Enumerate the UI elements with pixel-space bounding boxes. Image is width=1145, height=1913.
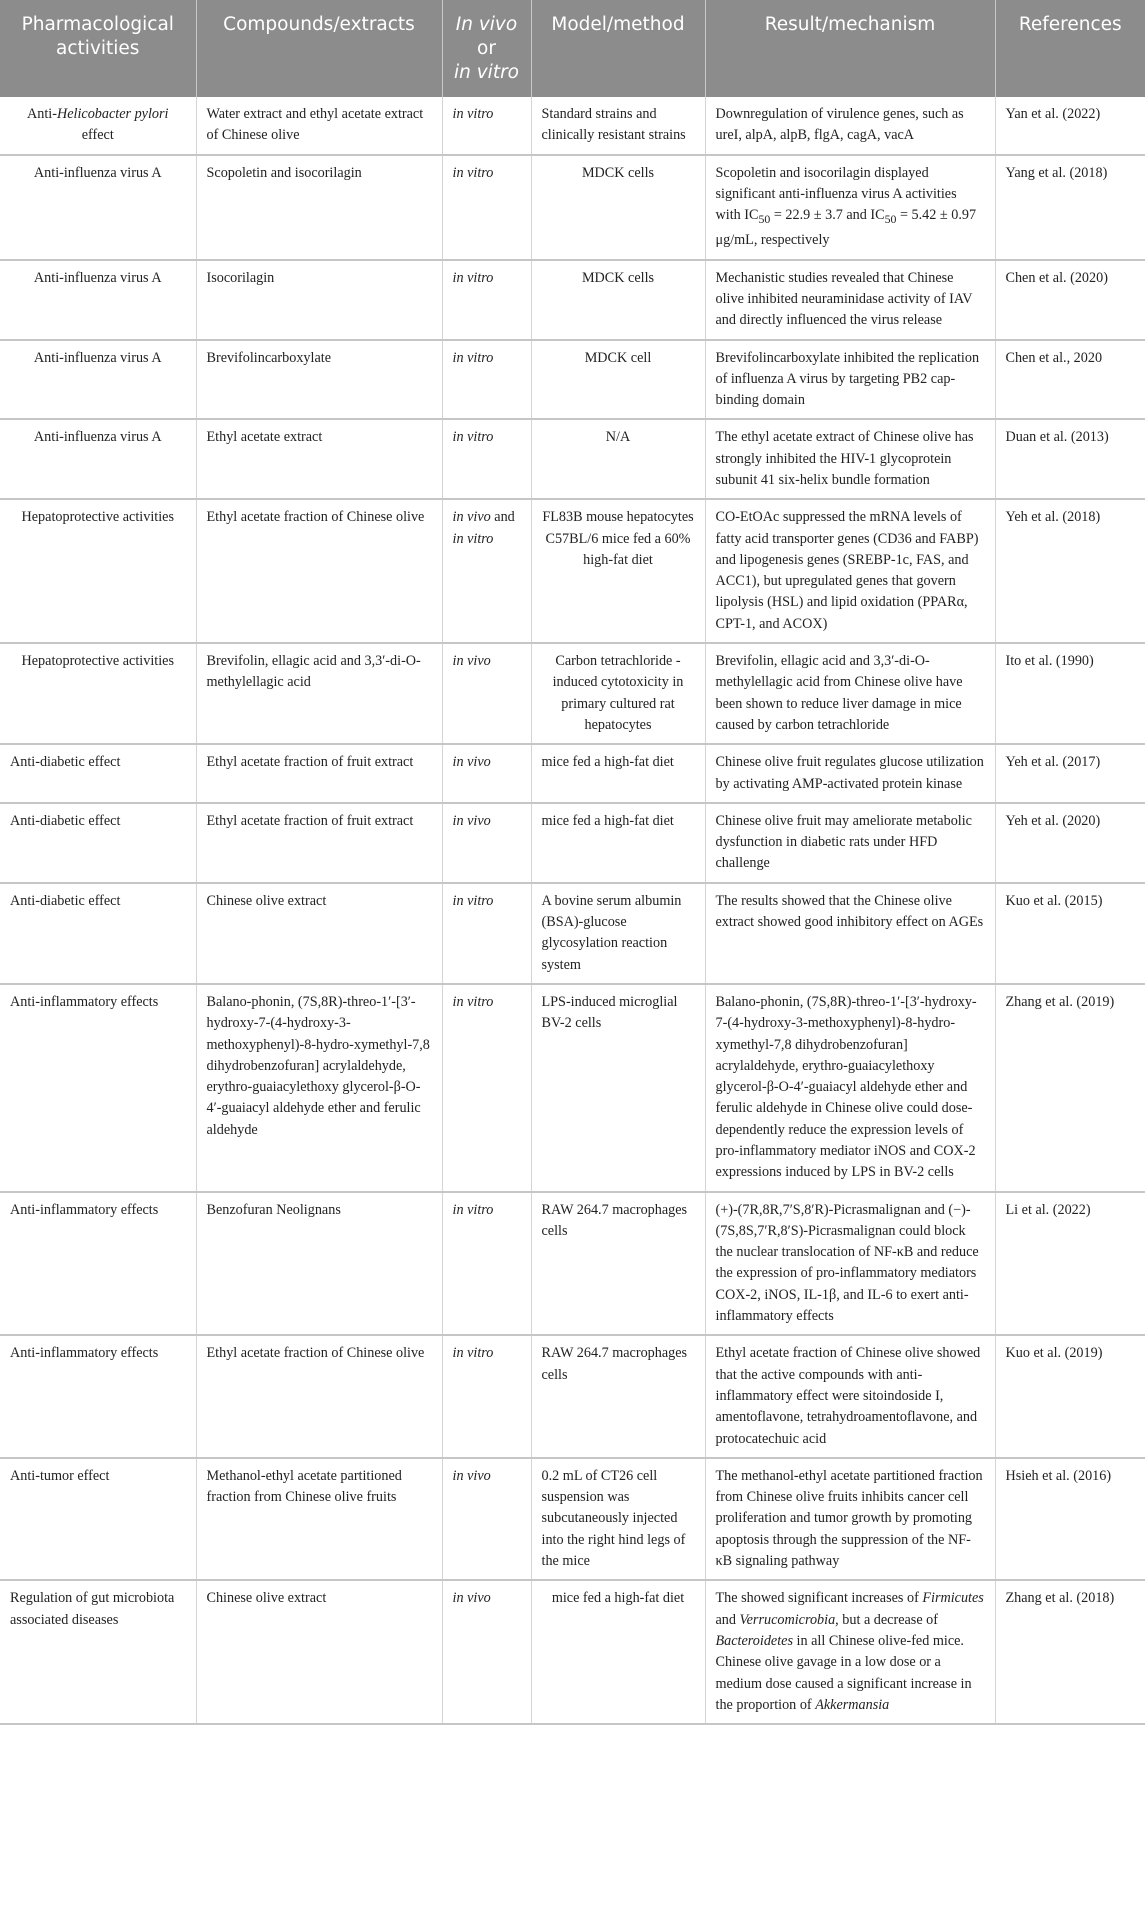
header-vivo-line1: In vivo [455,14,518,35]
table-row [0,643,1145,744]
activity-cell: Anti-inflammatory effects [0,1335,196,1457]
vivo-cell: in vitro [442,260,531,340]
model-cell: RAW 264.7 macrophages cells [531,1192,705,1336]
activity-cell: Anti-influenza virus A [0,419,196,499]
reference-cell: Yeh et al. (2018) [995,499,1145,643]
model-cell: mice fed a high-fat diet [531,1580,705,1724]
result-cell: Chinese olive fruit may ameliorate metabolic dysfunction in diabetic rats under HFD challenge [705,803,995,883]
result-cell: Downregulation of virulence genes, such as ureI, alpA, alpB, flgA, cagA, vacA [705,97,995,155]
vivo-cell: in vivo [442,803,531,883]
vivo-cell: in vitro [442,155,531,260]
activity-cell: Anti-diabetic effect [0,883,196,984]
table-row [0,984,1145,1192]
activity-cell: Anti-Helicobacter pylori effect [0,97,196,155]
model-cell: Standard strains and clinically resistant strains [531,97,705,155]
result-cell: Brevifolin, ellagic acid and 3,3′-di-O-methylellagic acid from Chinese olive have been shown to reduce liver damage in mice caused by carbon tetrachloride [705,643,995,744]
model-cell: N/A [531,419,705,499]
header-vivo-line2: or [477,38,496,59]
table-row [0,155,1145,260]
compound-cell: Brevifolincarboxylate [196,340,442,420]
table-row [0,419,1145,499]
reference-cell: Duan et al. (2013) [995,419,1145,499]
compound-cell: Chinese olive extract [196,883,442,984]
model-cell: mice fed a high-fat diet [531,803,705,883]
reference-cell: Yan et al. (2022) [995,97,1145,155]
model-cell: 0.2 mL of CT26 cell suspension was subcutaneously injected into the right hind legs of the mice [531,1458,705,1580]
model-cell: LPS-induced microglial BV-2 cells [531,984,705,1192]
reference-cell: Zhang et al. (2019) [995,984,1145,1192]
result-cell: CO-EtOAc suppressed the mRNA levels of fatty acid transporter genes (CD36 and FABP) and lipogenesis genes (SREBP-1c, FAS, and ACC1), but upregulated genes that govern lipolysis (HSL) and lipid oxidation (PPARα, CPT-1, and ACOX) [705,499,995,643]
table-row [0,340,1145,420]
compound-cell: Chinese olive extract [196,1580,442,1724]
result-cell: The ethyl acetate extract of Chinese olive has strongly inhibited the HIV-1 glycoprotein subunit 41 six-helix bundle formation [705,419,995,499]
result-cell: Scopoletin and isocorilagin displayed significant anti-influenza virus A activities with $IC_{50} = 22.9 \pm 3.7$ and $IC_{50} = 5.42 \pm 0.97$ μg/mL, respectively [705,155,995,260]
result-cell: Chinese olive fruit regulates glucose utilization by activating AMP-activated protein kinase [705,744,995,803]
result-cell: (+)-(7R,8R,7′S,8′R)-Picrasmalignan and (−)-(7S,8S,7′R,8′S)-Picrasmalignan could block the nuclear translocation of NF-κB and reduce the expression of pro-inflammatory mediators COX-2, iNOS, IL-1β, and IL-6 to exert anti-inflammatory effects [705,1192,995,1336]
compound-cell: Ethyl acetate fraction of Chinese olive [196,1335,442,1457]
result-cell: Ethyl acetate fraction of Chinese olive showed that the active compounds with anti-inflammatory effect were sitoindoside I, amentoflavone, tetrahydroamentoflavone, and protocatechuic acid [705,1335,995,1457]
reference-cell: Ito et al. (1990) [995,643,1145,744]
reference-cell: Chen et al. (2020) [995,260,1145,340]
vivo-cell: in vitro [442,340,531,420]
model-cell: MDCK cells [531,155,705,260]
vivo-cell: in vitro [442,984,531,1192]
compound-cell: Scopoletin and isocorilagin [196,155,442,260]
vivo-cell: in vivo [442,1580,531,1724]
reference-cell: Chen et al., 2020 [995,340,1145,420]
reference-cell: Zhang et al. (2018) [995,1580,1145,1724]
compound-cell: Ethyl acetate extract [196,419,442,499]
vivo-cell: in vivo [442,643,531,744]
activity-cell: Regulation of gut microbiota associated diseases [0,1580,196,1724]
activity-cell: Anti-influenza virus A [0,340,196,420]
table-row [0,97,1145,155]
activity-cell: Hepatoprotective activities [0,499,196,643]
result-cell: Brevifolincarboxylate inhibited the replication of influenza A virus by targeting PB2 cap-binding domain [705,340,995,420]
compound-cell: Ethyl acetate fraction of fruit extract [196,803,442,883]
table-row [0,260,1145,340]
result-cell: The showed significant increases of Firmicutes and Verrucomicrobia, but a decrease of Bacteroidetes in all Chinese olive-fed mice. Chinese olive gavage in a low dose or a medium dose caused a significant increase in the proportion of Akkermansia [705,1580,995,1724]
vivo-cell: in vitro [442,97,531,155]
activity-cell: Anti-influenza virus A [0,260,196,340]
table-row [0,803,1145,883]
header-compounds: Compounds/extracts [196,0,442,97]
compound-cell: Isocorilagin [196,260,442,340]
compound-cell: Ethyl acetate fraction of fruit extract [196,744,442,803]
table-row [0,1458,1145,1580]
model-cell: RAW 264.7 macrophages cells [531,1335,705,1457]
model-cell: MDCK cells [531,260,705,340]
table-header-row [0,0,1145,97]
result-cell: The results showed that the Chinese olive extract showed good inhibitory effect on AGEs [705,883,995,984]
table-row [0,1335,1145,1457]
model-cell: Carbon tetrachloride -induced cytotoxicity in primary cultured rat hepatocytes [531,643,705,744]
activity-cell: Anti-inflammatory effects [0,984,196,1192]
table-row [0,1580,1145,1724]
header-references: References [995,0,1145,97]
compound-cell: Brevifolin, ellagic acid and 3,3′-di-O-methylellagic acid [196,643,442,744]
header-activities: Pharmacological activities [0,0,196,97]
model-cell: MDCK cell [531,340,705,420]
activity-cell: Anti-tumor effect [0,1458,196,1580]
reference-cell: Li et al. (2022) [995,1192,1145,1336]
header-vivo-vitro [442,0,531,97]
compound-cell: Water extract and ethyl acetate extract of Chinese olive [196,97,442,155]
model-cell: mice fed a high-fat diet [531,744,705,803]
table-row [0,744,1145,803]
activity-cell: Anti-inflammatory effects [0,1192,196,1336]
table-row [0,883,1145,984]
reference-cell: Kuo et al. (2015) [995,883,1145,984]
vivo-cell: in vivo [442,1458,531,1580]
result-cell: Balano-phonin, (7S,8R)-threo-1′-[3′-hydroxy-7-(4-hydroxy-3-methoxyphenyl)-8-hydro-xymethyl-7,8 dihydrobenzofuran] acrylaldehyde, erythro-guaiacylethoxy glycerol-β-O-4′-guaiacyl aldehyde ether and ferulic aldehyde in Chinese olive could dose-dependently reduce the expression levels of pro-inflammatory mediator iNOS and COX-2 expressions induced by LPS in BV-2 cells [705,984,995,1192]
reference-cell: Hsieh et al. (2016) [995,1458,1145,1580]
vivo-cell: in vitro [442,883,531,984]
activity-cell: Anti-diabetic effect [0,803,196,883]
reference-cell: Yeh et al. (2017) [995,744,1145,803]
table-row [0,499,1145,643]
compound-cell: Ethyl acetate fraction of Chinese olive [196,499,442,643]
reference-cell: Yeh et al. (2020) [995,803,1145,883]
vivo-cell: in vitro [442,1192,531,1336]
vivo-cell: in vivo [442,744,531,803]
vivo-cell: in vitro [442,419,531,499]
compound-cell: Methanol-ethyl acetate partitioned fraction from Chinese olive fruits [196,1458,442,1580]
model-cell: A bovine serum albumin (BSA)-glucose glycosylation reaction system [531,883,705,984]
compound-cell: Benzofuran Neolignans [196,1192,442,1336]
header-vivo-line3: in vitro [453,62,519,83]
header-result: Result/mechanism [705,0,995,97]
vivo-cell: in vitro [442,1335,531,1457]
header-model: Model/method [531,0,705,97]
activity-cell: Hepatoprotective activities [0,643,196,744]
result-cell: The methanol-ethyl acetate partitioned fraction from Chinese olive fruits inhibits cancer cell proliferation and tumor growth by promoting apoptosis through the suppression of the NF-κB signaling pathway [705,1458,995,1580]
activity-cell: Anti-influenza virus A [0,155,196,260]
vivo-cell: in vivo and in vitro [442,499,531,643]
activity-cell: Anti-diabetic effect [0,744,196,803]
reference-cell: Kuo et al. (2019) [995,1335,1145,1457]
model-cell: FL83B mouse hepatocytes C57BL/6 mice fed a 60% high-fat diet [531,499,705,643]
reference-cell: Yang et al. (2018) [995,155,1145,260]
table-row [0,1192,1145,1336]
compound-cell: Balano-phonin, (7S,8R)-threo-1′-[3′-hydroxy-7-(4-hydroxy-3-methoxyphenyl)-8-hydro-xymethyl-7,8 dihydrobenzofuran] acrylaldehyde, erythro-guaiacylethoxy glycerol-β-O-4′-guaiacyl aldehyde ether and ferulic aldehyde [196,984,442,1192]
result-cell: Mechanistic studies revealed that Chinese olive inhibited neuraminidase activity of IAV and directly influenced the virus release [705,260,995,340]
